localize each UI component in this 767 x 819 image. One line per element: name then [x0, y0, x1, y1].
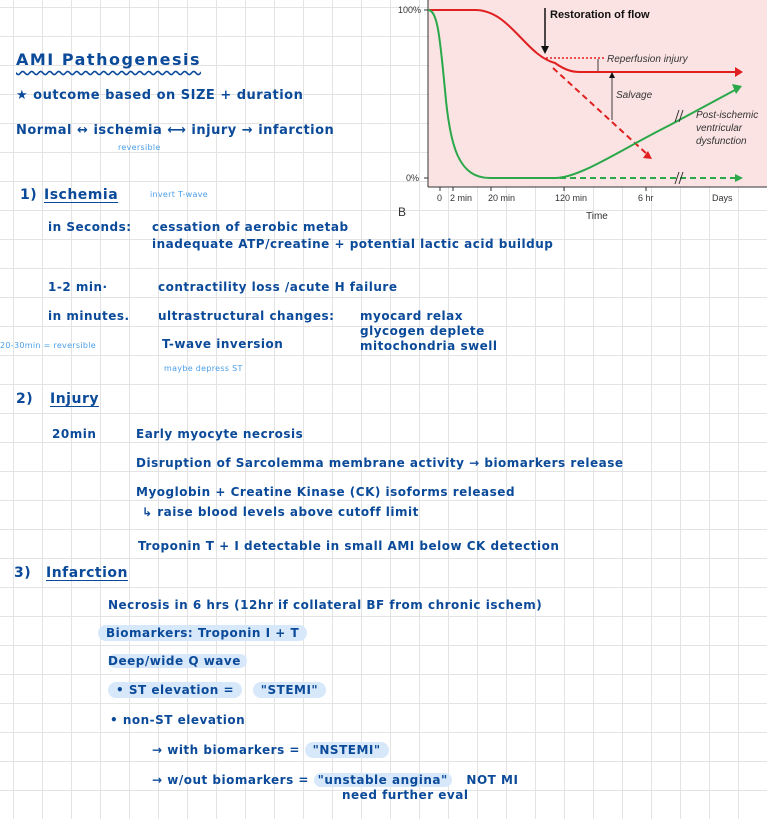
- section-infarction-number: 3): [14, 565, 32, 581]
- with-biomarkers-line: → with biomarkers = "NSTEMI": [152, 743, 389, 757]
- necrosis-line: Necrosis in 6 hrs (12hr if collateral BF from chronic ischem): [108, 598, 543, 612]
- reperfusion-chart: [380, 0, 767, 220]
- svg-text:6 hr: 6 hr: [638, 193, 654, 203]
- change-myocard: myocard relax: [360, 309, 463, 323]
- reversible-note: reversible: [118, 143, 161, 152]
- minutes-label: in minutes.: [48, 309, 130, 323]
- y-tick-0: 0%: [406, 173, 420, 183]
- ultrastructural-text: ultrastructural changes:: [158, 309, 335, 323]
- svg-text:0: 0: [437, 193, 443, 203]
- seconds-line-2: inadequate ATP/creatine + potential lactic acid buildup: [152, 237, 554, 251]
- seconds-line-1: cessation of aerobic metab: [152, 220, 349, 234]
- section-injury-number: 2): [16, 391, 34, 407]
- x-axis-ticks: [437, 187, 733, 203]
- svg-text:2 min: 2 min: [450, 193, 473, 203]
- injury-line-2: Disruption of Sarcolemma membrane activity → biomarkers release: [136, 456, 624, 470]
- injury-line-3: Myoglobin + Creatine Kinase (CK) isoforms released: [136, 485, 516, 499]
- injury-line-4: ↳ raise blood levels above cutoff limit: [142, 505, 419, 519]
- section-injury-heading: Injury: [50, 391, 99, 407]
- twave-inversion: T-wave inversion: [162, 337, 284, 351]
- page-title: AMI Pathogenesis: [16, 50, 202, 69]
- depress-st-note: maybe depress ST: [164, 364, 243, 373]
- annotation-salvage: Salvage: [616, 90, 653, 101]
- y-tick-100: 100%: [398, 5, 422, 15]
- change-mitochondria: mitochondria swell: [360, 339, 498, 353]
- annotation-restoration: Restoration of flow: [550, 9, 650, 21]
- contractility-text: contractility loss /acute H failure: [158, 280, 398, 294]
- section-ischemia-number: 1): [20, 187, 38, 203]
- annotation-post-ischemic: Post-ischemic ventricular dysfunction: [696, 110, 759, 147]
- reversible-window-note: 20-30min = reversible: [0, 341, 97, 350]
- svg-text:20 min: 20 min: [488, 193, 516, 203]
- injury-line-1: Early myocyte necrosis: [136, 427, 304, 441]
- further-eval-note: need further eval: [342, 788, 469, 802]
- section-infarction-heading: Infarction: [46, 565, 128, 581]
- injury-line-5: Troponin T + I detectable in small AMI below CK detection: [138, 539, 560, 553]
- svg-text:120 min: 120 min: [555, 193, 588, 203]
- one-two-min-label: 1-2 min·: [48, 280, 108, 294]
- injury-time-label: 20min: [52, 427, 97, 441]
- x-axis-title: Time: [586, 211, 608, 220]
- st-elevation-line: • ST elevation = "STEMI": [108, 683, 326, 697]
- svg-text:Days: Days: [712, 193, 733, 203]
- annotation-reperfusion-injury: Reperfusion injury: [607, 54, 688, 65]
- without-biomarkers-line: → w/out biomarkers = "unstable angina" NOT MI: [152, 773, 519, 787]
- panel-label: B: [398, 205, 407, 219]
- invert-twave-note: invert T-wave: [150, 190, 208, 199]
- biomarkers-highlight: Biomarkers: Troponin I + T: [98, 625, 307, 641]
- progression-line: Normal ↔ ischemia ⟷ injury → infarction: [16, 123, 335, 138]
- seconds-label: in Seconds:: [48, 220, 132, 234]
- q-wave-line: Deep/wide Q wave: [108, 654, 247, 668]
- chart-plot-area: [428, 0, 767, 187]
- change-glycogen: glycogen deplete: [360, 324, 485, 338]
- section-ischemia-heading: Ischemia: [44, 187, 119, 203]
- non-st-elevation-line: • non-ST elevation: [110, 713, 246, 727]
- outcome-note: ★ outcome based on SIZE + duration: [16, 88, 304, 103]
